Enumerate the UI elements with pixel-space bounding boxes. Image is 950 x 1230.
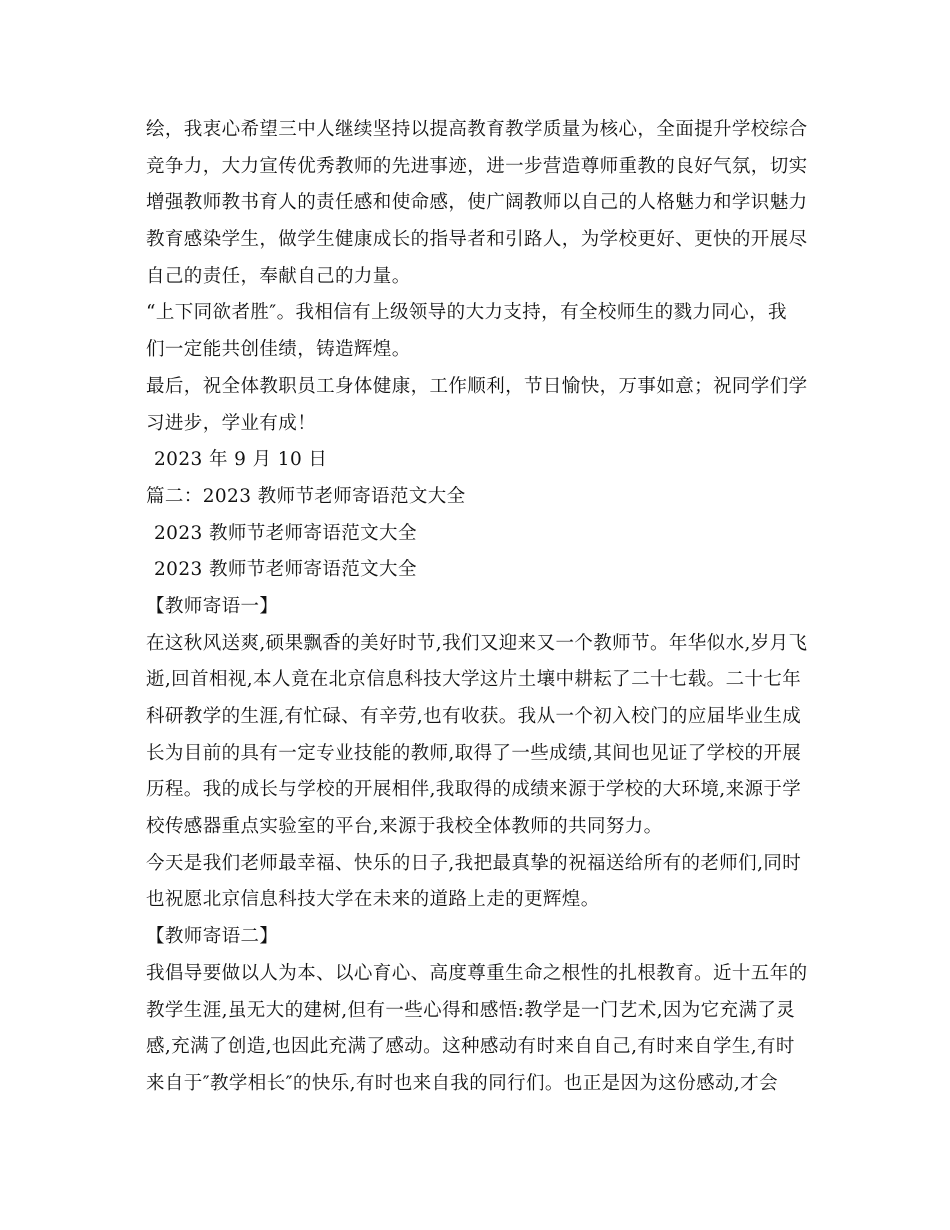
paragraph-line: 逝,回首相视,本人竟在北京信息科技大学这片土壤中耕耘了二十七载。二十七年 [146,669,802,691]
paragraph-line: 感,充满了创造,也因此充满了感动。这种感动有时来自自己,有时来自学生,有时 [146,1036,795,1058]
paragraph-line: 在这秋风送爽,硕果飘香的美好时节,我们又迎来又一个教师节。年华似水,岁月飞 [146,632,808,654]
paragraph-line: 们一定能共创佳绩，铸造辉煌。 [146,339,411,361]
subtitle-line: 2023 教师节老师寄语范文大全 [154,559,417,581]
paragraph-line: 竞争力，大力宣传优秀教师的先进事迹，进一步营造尊师重教的良好气氛，切实 [146,155,808,177]
paragraph-line: 最后，祝全体教职员工身体健康，工作顺利，节日愉快，万事如意；祝同学们学 [146,375,808,397]
paragraph-line: “上下同欲者胜″。我相信有上级领导的大力支持，有全校师生的戮力同心，我 [146,302,787,324]
paragraph-line: 自己的责任，奉献自己的力量。 [146,265,411,287]
paragraph-line: 绘，我衷心希望三中人继续坚持以提高教育教学质量为核心，全面提升学校综合 [146,119,808,140]
paragraph-line: 科研教学的生涯,有忙碌、有辛劳,也有收获。我从一个初入校门的应届毕业生成 [146,706,802,727]
paragraph-line: 教学生涯,虽无大的建树,但有一些心得和感悟:教学是一门艺术,因为它充满了灵 [146,999,796,1021]
paragraph-line: 教育感染学生，做学生健康成长的指导者和引路人，为学校更好、更快的开展尽 [146,229,808,251]
paragraph-line: 习进步，学业有成！ [146,412,317,434]
paragraph-line: 今天是我们老师最幸福、快乐的日子,我把最真挚的祝福送给所有的老师们,同时 [146,852,802,874]
document-body [146,112,806,1103]
paragraph-line: 长为目前的具有一定专业技能的教师,取得了一些成绩,其间也见证了学校的开展 [146,742,802,764]
subsection-heading: 【教师寄语二】 [146,926,279,948]
paragraph-line: 历程。我的成长与学校的开展相伴,我取得的成绩来源于学校的大环境,来源于学 [146,779,802,801]
paragraph-line: 增强教师教书育人的责任感和使命感，使广阔教师以自己的人格魅力和学识魅力 [146,192,808,214]
subsection-heading: 【教师寄语一】 [146,595,279,617]
section-heading: 篇二：2023 教师节老师寄语范文大全 [146,485,466,507]
paragraph-line: 也祝愿北京信息科技大学在未来的道路上走的更辉煌。 [146,889,600,911]
subtitle-line: 2023 教师节老师寄语范文大全 [154,522,417,544]
paragraph-line: 校传感器重点实验室的平台,来源于我校全体教师的共同努力。 [146,816,663,838]
paragraph-line: 来自于″教学相长″的快乐,有时也来自我的同行们。也正是因为这份感动,才会 [146,1072,778,1094]
date-line: 2023 年 9 月 10 日 [154,449,328,471]
paragraph-line: 我倡导要做以人为本、以心育心、高度尊重生命之根性的扎根教育。近十五年的 [146,962,808,984]
